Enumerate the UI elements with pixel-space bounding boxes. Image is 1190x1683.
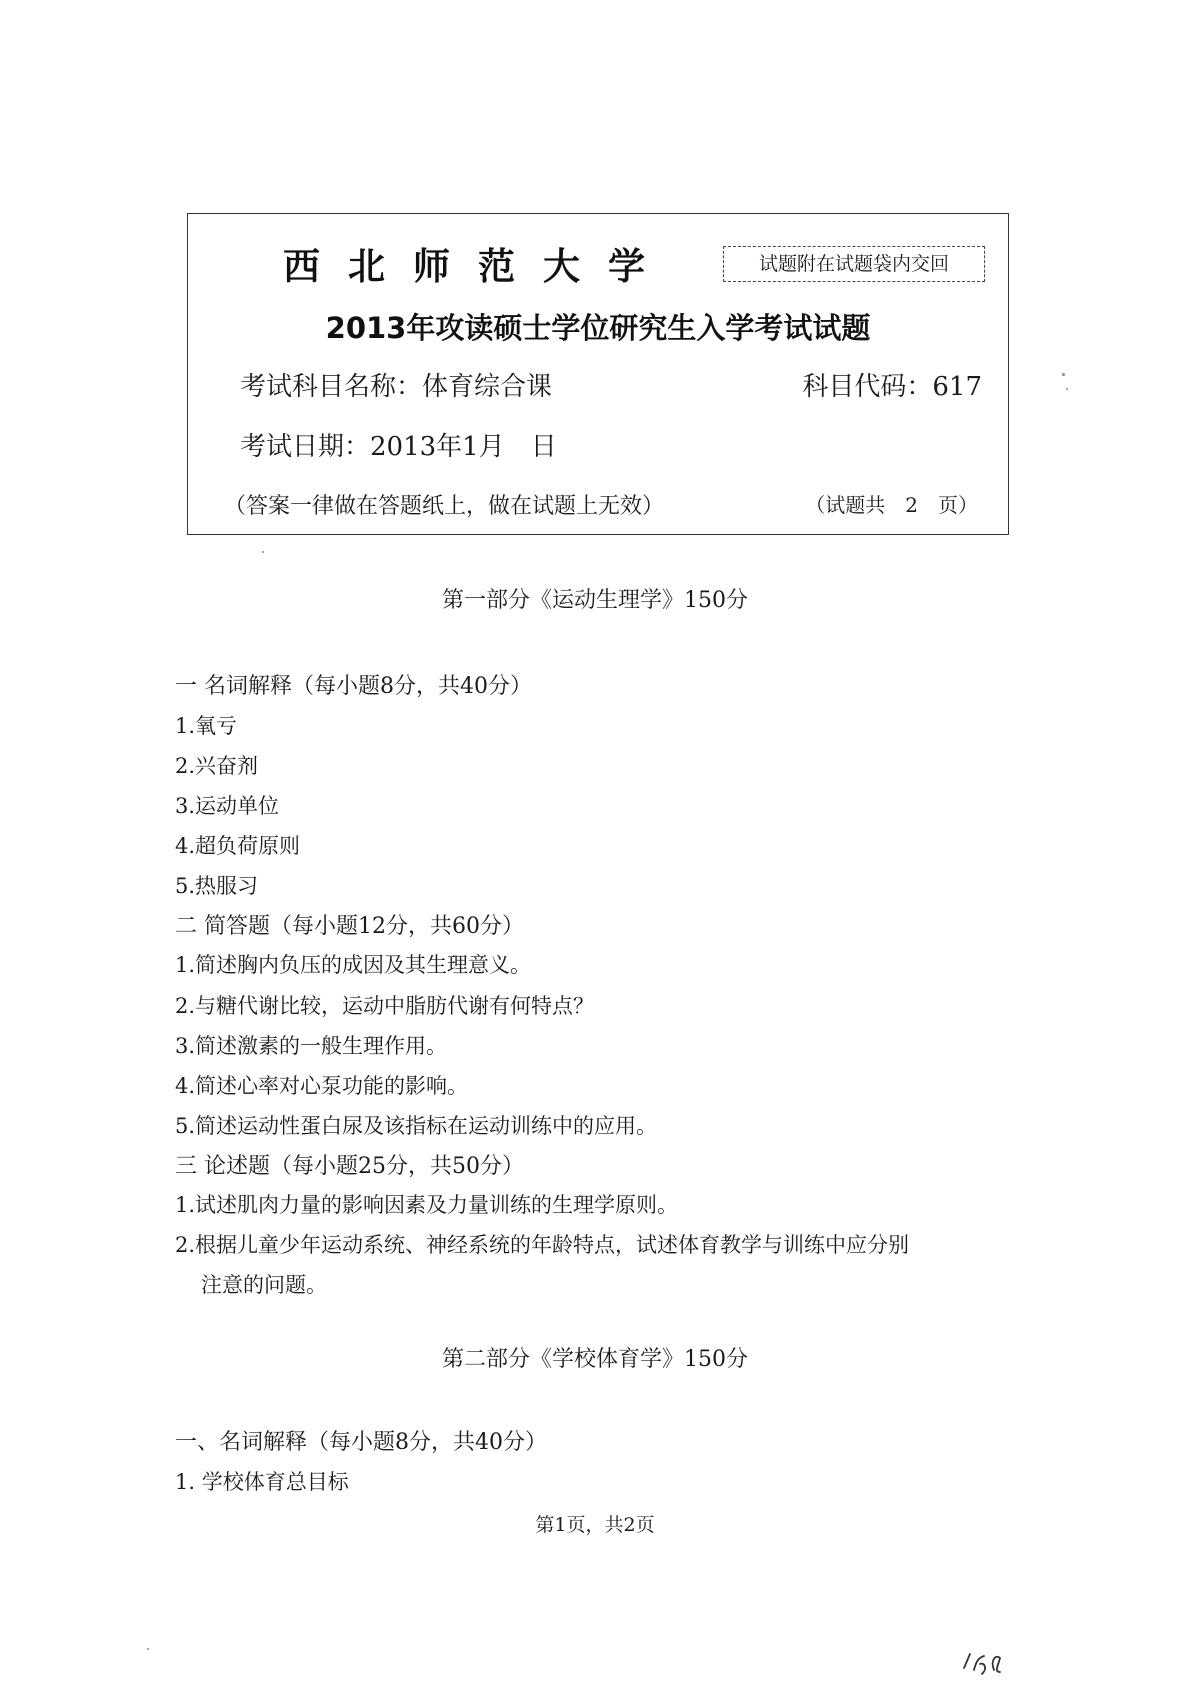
subject-code: 科目代码：617 xyxy=(802,372,982,402)
handwritten-page-mark xyxy=(960,1648,1020,1680)
part1-section1-heading: 一 名词解释（每小题8分，共40分） xyxy=(175,674,532,699)
exam-date: 考试日期：2013年1月 日 xyxy=(240,432,557,462)
list-item: 2.根据儿童少年运动系统、神经系统的年龄特点，试述体育教学与训练中应分别 xyxy=(175,1233,910,1257)
list-item: 1.试述肌肉力量的影响因素及力量训练的生理学原则。 xyxy=(175,1193,679,1217)
list-item: 1. 学校体育总目标 xyxy=(175,1470,349,1494)
list-item: 3.简述激素的一般生理作用。 xyxy=(175,1034,448,1058)
part2-section1-heading: 一、名词解释（每小题8分，共40分） xyxy=(175,1430,547,1455)
return-note: 试题附在试题袋内交回 xyxy=(723,246,985,282)
list-item: 1.简述胸内负压的成因及其生理意义。 xyxy=(175,953,532,977)
part1-section3-heading: 三 论述题（每小题25分，共50分） xyxy=(175,1154,524,1179)
scan-speck xyxy=(262,551,264,553)
list-item: 5.简述运动性蛋白尿及该指标在运动训练中的应用。 xyxy=(175,1114,658,1138)
list-item: 3.运动单位 xyxy=(175,794,280,818)
list-item: 1.氧亏 xyxy=(175,714,238,738)
subject-name: 考试科目名称：体育综合课 xyxy=(240,372,553,402)
scan-speck xyxy=(1062,373,1065,376)
part1-title: 第一部分《运动生理学》150分 xyxy=(442,588,748,613)
list-item: 2.与糖代谢比较，运动中脂肪代谢有何特点？ xyxy=(175,994,595,1018)
exam-header-box xyxy=(187,213,1009,535)
answer-note: （答案一律做在答题纸上，做在试题上无效） xyxy=(224,494,665,519)
part1-section2-heading: 二 简答题（每小题12分，共60分） xyxy=(175,914,524,939)
page-footer: 第1页，共2页 xyxy=(535,1514,655,1536)
pages-note: （试题共 2 页） xyxy=(805,493,978,517)
list-item: 2.兴奋剂 xyxy=(175,754,259,778)
list-item: 5.热服习 xyxy=(175,874,259,898)
scan-speck xyxy=(147,1648,149,1650)
scan-speck xyxy=(1066,388,1068,390)
list-item: 4.简述心率对心泵功能的影响。 xyxy=(175,1074,469,1098)
part2-title: 第二部分《学校体育学》150分 xyxy=(442,1347,748,1372)
exam-title: 2013年攻读硕士学位研究生入学考试试题 xyxy=(325,311,871,345)
list-item: 4.超负荷原则 xyxy=(175,834,301,858)
university-name: 西北师范大学 xyxy=(283,245,673,288)
list-item-continuation: 注意的问题。 xyxy=(201,1273,327,1297)
